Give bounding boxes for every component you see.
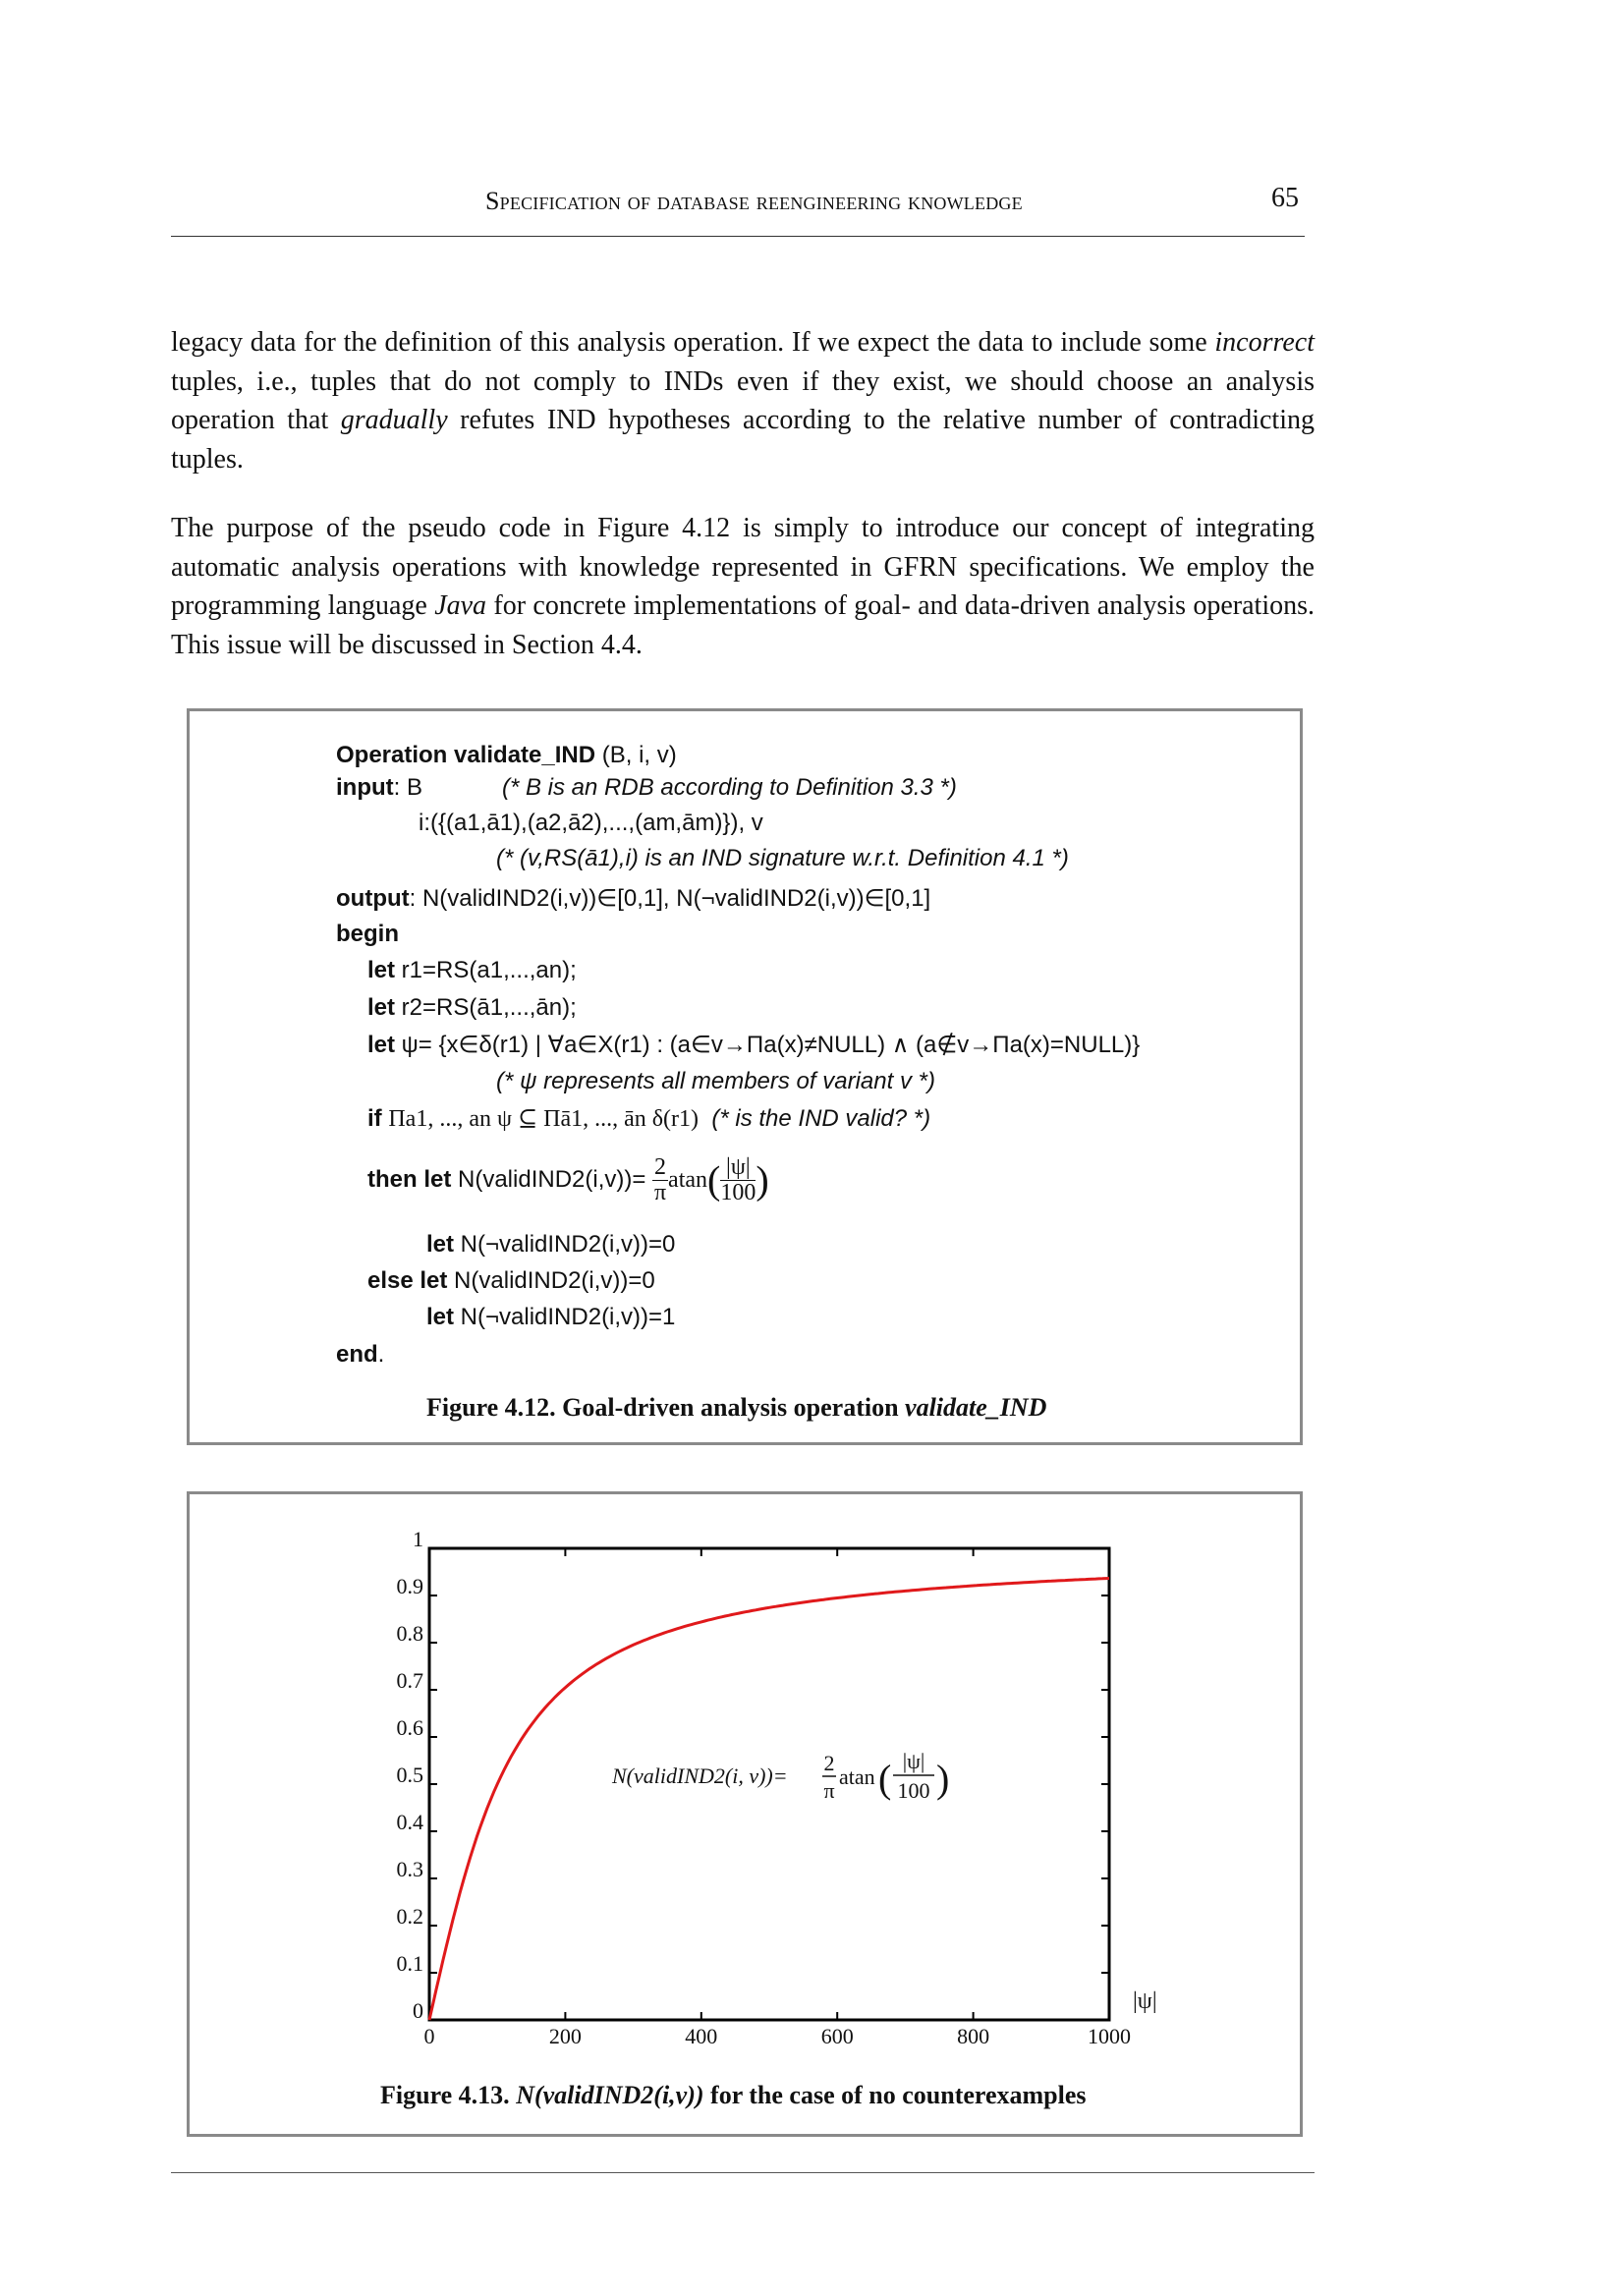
output-line: output: N(validIND2(i,v))∈[0,1], N(¬validIND2(i,v))∈[0,1] <box>336 885 931 912</box>
series-line <box>429 1579 1109 2021</box>
y-tick-label: 0 <box>413 1998 423 2023</box>
input-line: input: B <box>336 774 422 801</box>
figure-4-12-caption: Figure 4.12. Goal-driven analysis operation validate_IND <box>426 1393 1047 1422</box>
y-tick-label: 0.6 <box>396 1715 423 1740</box>
bottom-rule <box>171 2172 1315 2173</box>
let-r2-line: let r2=RS(ā1,...,ān); <box>367 994 577 1021</box>
page-number: 65 <box>1271 183 1299 213</box>
then-line: then let N(validIND2(i,v))= $\frac{2}{\pi}$ atan( $\frac{|\psi|}{100}$ ) <box>367 1154 769 1206</box>
formula-inner-fraction: $\frac{|\psi|}{100}$ <box>720 1154 756 1206</box>
let-neg-zero-line: let N(¬validIND2(i,v))=0 <box>426 1231 676 1258</box>
figure-4-13-caption: Figure 4.13. N(validIND2(i,v)) for the case of no counterexamples <box>380 2081 1087 2109</box>
annotation-paren-close: ) <box>936 1757 950 1801</box>
y-tick-label: 0.1 <box>396 1951 423 1976</box>
body-paragraph-1: legacy data for the definition of this analysis operation. If we expect the data to include some incorrect tuples, i.e., tuples that do not comply to INDs even if they exist, we should choose an analysis operation that gradually refutes IND hypotheses according to the relative number of contradicting tuples. <box>171 327 1315 475</box>
begin-keyword: begin <box>336 921 399 947</box>
end-keyword: end. <box>336 1341 385 1368</box>
x-tick-label: 200 <box>548 2024 582 2044</box>
psi-comment: (* ψ represents all members of variant v *) <box>496 1068 935 1094</box>
y-tick-label: 0.3 <box>396 1857 423 1881</box>
figure-4-12-box <box>187 708 1303 1445</box>
else-line: else let N(validIND2(i,v))=0 <box>367 1267 655 1294</box>
running-title: Specification of database reengineering knowledge <box>485 187 1023 215</box>
y-tick-label: 0.9 <box>396 1574 423 1598</box>
input-comment: (* B is an RDB according to Definition 3.3 *) <box>502 774 957 801</box>
annotation-den: π <box>823 1778 835 1803</box>
x-tick-label: 800 <box>957 2024 990 2044</box>
annotation-paren-open: ( <box>878 1757 892 1801</box>
x-tick-label: 400 <box>685 2024 718 2044</box>
operation-signature: Operation validate_IND (B, i, v) <box>336 742 677 768</box>
y-tick-label: 0.5 <box>396 1763 423 1787</box>
annotation-inner-num: |ψ| <box>902 1749 925 1773</box>
signature-comment: (* (v,RS(ā1),i) is an IND signature w.r.t. Definition 4.1 *) <box>496 845 1069 871</box>
input-i-line: i:({(a1,ā1),(a2,ā2),...,(am,ām)}), v <box>419 810 763 836</box>
body-paragraph-2: The purpose of the pseudo code in Figure 4.12 is simply to introduce our concept of integrating automatic analysis operations with knowledge represented in GFRN specifications. We employ the programming language Java for concrete implementations of goal- and data-driven analysis operations. This issue will be discussed in Section 4.4. <box>171 513 1315 660</box>
figure-4-13-box <box>187 1491 1303 2137</box>
x-tick-label: 600 <box>820 2024 854 2044</box>
formula-annotation <box>611 1749 949 1803</box>
chart <box>190 1494 1300 2044</box>
y-tick-label: 0.2 <box>396 1904 423 1929</box>
formula-fraction: $\frac{2}{\pi}$ <box>653 1154 667 1206</box>
x-axis-label: |ψ| <box>1133 1988 1157 2014</box>
annotation-lhs: N(validIND2(i, v))= <box>612 1763 788 1788</box>
y-tick-label: 0.4 <box>396 1810 423 1834</box>
let-r1-line: let r1=RS(a1,...,an); <box>367 957 577 983</box>
y-tick-label: 0.8 <box>396 1621 423 1646</box>
running-head <box>171 183 1305 237</box>
let-neg-one-line: let N(¬validIND2(i,v))=1 <box>426 1304 676 1330</box>
annotation-num: 2 <box>823 1751 835 1775</box>
annotation-fn: atan <box>839 1764 875 1789</box>
y-tick-label: 1 <box>413 1527 423 1551</box>
x-tick-label: 1000 <box>1088 2024 1131 2044</box>
let-psi-line: let ψ= {x∈δ(r1) | ∀a∈X(r1) : (a∈v→Πa(x)≠NULL) ∧ (a∉v→Πa(x)=NULL)} <box>367 1032 1141 1058</box>
x-tick-label: 0 <box>423 2024 435 2044</box>
if-line: if Πa1, ..., an ψ ⊆ Πā1, ..., ān δ(r1) (* is the IND valid? *) <box>367 1105 931 1132</box>
annotation-inner-den: 100 <box>897 1778 930 1803</box>
y-tick-label: 0.7 <box>396 1668 423 1693</box>
